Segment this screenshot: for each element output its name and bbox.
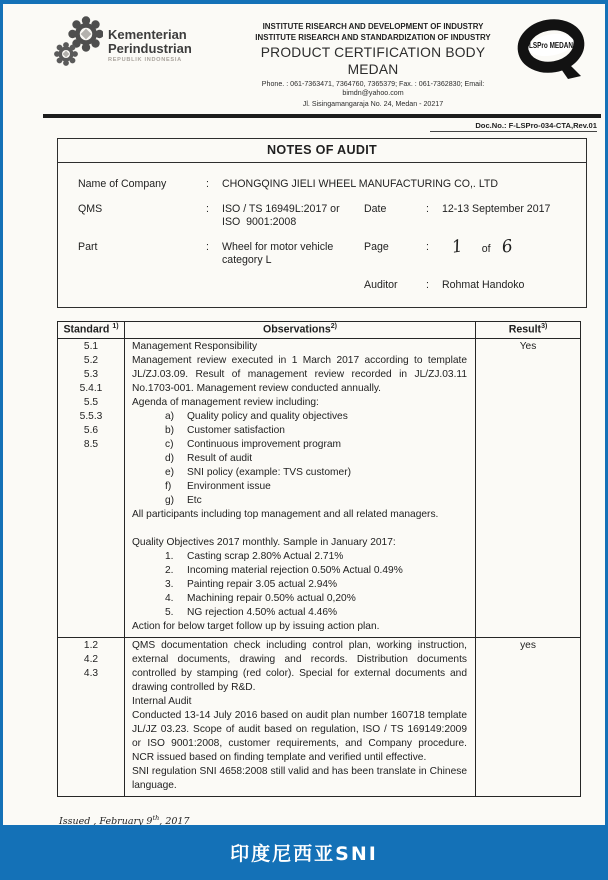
part-label: Part: [78, 240, 98, 253]
obs-heading: Management Responsibility: [132, 340, 258, 352]
address-line: Jl. Sisingamangaraja No. 24, Medan - 20217: [302, 100, 444, 108]
qms-value: [222, 203, 364, 230]
page-of-label: of: [481, 242, 491, 255]
institute-line-2: INSTITUTE RISEARCH AND STANDARDIZATION OF INDUSTRY: [255, 32, 491, 42]
list-item: 1. Casting scrap 2.80% Actual 2.71%: [165, 550, 344, 562]
list-item: f) Environment issue: [165, 480, 271, 492]
ministry-name-line1: Kementerian: [108, 27, 187, 42]
obs-heading: Internal Audit: [132, 695, 192, 707]
list-item: a) Quality policy and quality objectives: [165, 410, 348, 422]
obs-objectives-intro: Quality Objectives 2017 monthly. Sample in January 2017:: [132, 536, 396, 548]
page-total-handwritten: 6: [500, 235, 514, 258]
table-header-row: [58, 322, 580, 339]
ministry-name: [108, 26, 192, 63]
date-label: Date: [364, 202, 387, 215]
table-row: [58, 339, 580, 638]
colon: :: [426, 202, 429, 215]
list-item: g) Etc: [165, 494, 202, 506]
institute-line-1: INSTITUTE RISEARCH AND DEVELOPMENT OF INDUSTRY: [262, 22, 484, 31]
audit-observations-table: [57, 321, 581, 797]
lspro-medan-logo-icon: [513, 16, 593, 91]
part-value: [222, 241, 364, 268]
col-header-result: Result$^{3)}$: [508, 323, 548, 336]
obs-paragraph: QMS documentation check including control plan, working instruction, external documents, drawing and records. Distribution documents controlled by stamping (red color). Special for external documents and drawing controlled by R&D.: [132, 639, 467, 693]
doc-number: [3, 121, 597, 132]
header-divider-rule: [43, 114, 601, 118]
page-title: NOTES OF AUDIT: [58, 139, 586, 163]
obs-action-line: Action for below target follow up by issuing action plan.: [132, 620, 380, 632]
page-label: Page: [364, 240, 389, 253]
obs-paragraph: Conducted 13-14 July 2016 based on audit plan number 160718 template JL/JZ 03.23. Scope of audit based on regulation, ISO / TS 169149:2009 or ISO 9001:2008, customer requirements, and Company procedure. NCR issued based on finding template and verified until effective.: [132, 709, 467, 763]
list-item: 5. NG rejection 4.50% actual 4.46%: [165, 606, 338, 618]
col-header-standard: Standard $^{1)}$: [63, 323, 119, 336]
contact-line: Phone. : 061-7363471, 7364760, 7365379; Fax. : 061-7362830; Email: bimdn@yahoo.com: [261, 80, 485, 97]
list-item: d) Result of audit: [165, 452, 253, 464]
part-value-line2: category L: [222, 254, 272, 266]
doc-number-text: Doc.No.: F-LSPro-034-CTA,Rev.01: [430, 121, 597, 132]
list-item: c) Continuous improvement program: [165, 438, 342, 450]
observations-cell: [124, 339, 476, 637]
institute-header-text: [235, 16, 511, 109]
audit-info-fields: [58, 163, 586, 307]
auditor-label: Auditor: [364, 278, 398, 291]
obs-participants-line: All participants including top management and all related managers.: [132, 508, 439, 520]
ministry-name-line2: Perindustrian: [108, 40, 192, 56]
list-item: 4. Machining repair 0.50% actual 0,20%: [165, 592, 356, 604]
issued-date-line: Issued , February 9th, 2017: [59, 813, 190, 825]
result-cell: yes: [520, 639, 536, 651]
page-current-handwritten: 1: [450, 235, 465, 258]
ministry-brand: [53, 16, 235, 73]
certification-body-name: PRODUCT CERTIFICATION BODY MEDAN: [260, 45, 486, 77]
company-value: CHONGQING JIELI WHEEL MANUFACTURING CO,. LTD: [222, 178, 499, 190]
obs-paragraph: Management review executed in 1 March 2017 according to template JL/ZJ.03.09. Result of management review recorded in JL/ZJ.03.11 No.1703-001. Management review conducted annually.: [132, 354, 467, 394]
obs-agenda-intro: Agenda of management review including:: [132, 396, 319, 408]
company-label: Name of Company: [78, 178, 167, 190]
colon: :: [206, 202, 209, 215]
blank-line: [132, 522, 467, 536]
qms-value-line1: ISO / TS 16949L:2017 or: [222, 202, 340, 215]
footer-banner-text: 印度尼西亚SNI: [230, 843, 378, 865]
list-item: b) Customer satisfaction: [165, 424, 285, 436]
obs-paragraph: SNI regulation SNI 4658:2008 still valid and has been translate in Chinese language.: [132, 765, 467, 791]
scanned-document: [3, 4, 605, 825]
letterhead: [3, 4, 605, 109]
qms-label: QMS: [78, 202, 103, 215]
auditor-value: Rohmat Handoko: [442, 278, 525, 291]
footer-banner: [0, 825, 608, 880]
observations-cell: [124, 638, 476, 796]
list-item: 2. Incoming material rejection 0.50% Actual 0.49%: [165, 564, 403, 576]
standards-cell: 5.1 5.2 5.3 5.4.1 5.5 5.5.3 5.6 8.5: [79, 340, 103, 450]
result-cell: Yes: [519, 340, 537, 352]
ministry-name-line3: REPUBLIK INDONESIA: [108, 57, 182, 63]
list-item: 3. Painting repair 3.05 actual 2.94%: [165, 578, 338, 590]
lspro-logo-text: LSPro MEDAN: [529, 40, 573, 50]
standards-cell: 1.2 4.2 4.3: [83, 639, 99, 679]
table-row: [58, 638, 580, 796]
col-header-observations: Observations$^{2)}$: [124, 322, 476, 338]
audit-info-box: [57, 138, 587, 308]
date-value: 12-13 September 2017: [442, 202, 551, 215]
qms-value-line2: ISO 9001:2008: [222, 216, 297, 228]
colon: :: [206, 240, 209, 253]
colon: :: [426, 240, 429, 253]
colon: :: [426, 278, 429, 291]
page-value: [442, 235, 576, 268]
list-item: e) SNI policy (example: TVS customer): [165, 466, 351, 478]
empty-cell: [78, 279, 364, 293]
colon: :: [206, 178, 209, 190]
ministry-gear-icon: [53, 16, 103, 73]
part-value-line1: Wheel for motor vehicle: [222, 240, 334, 253]
